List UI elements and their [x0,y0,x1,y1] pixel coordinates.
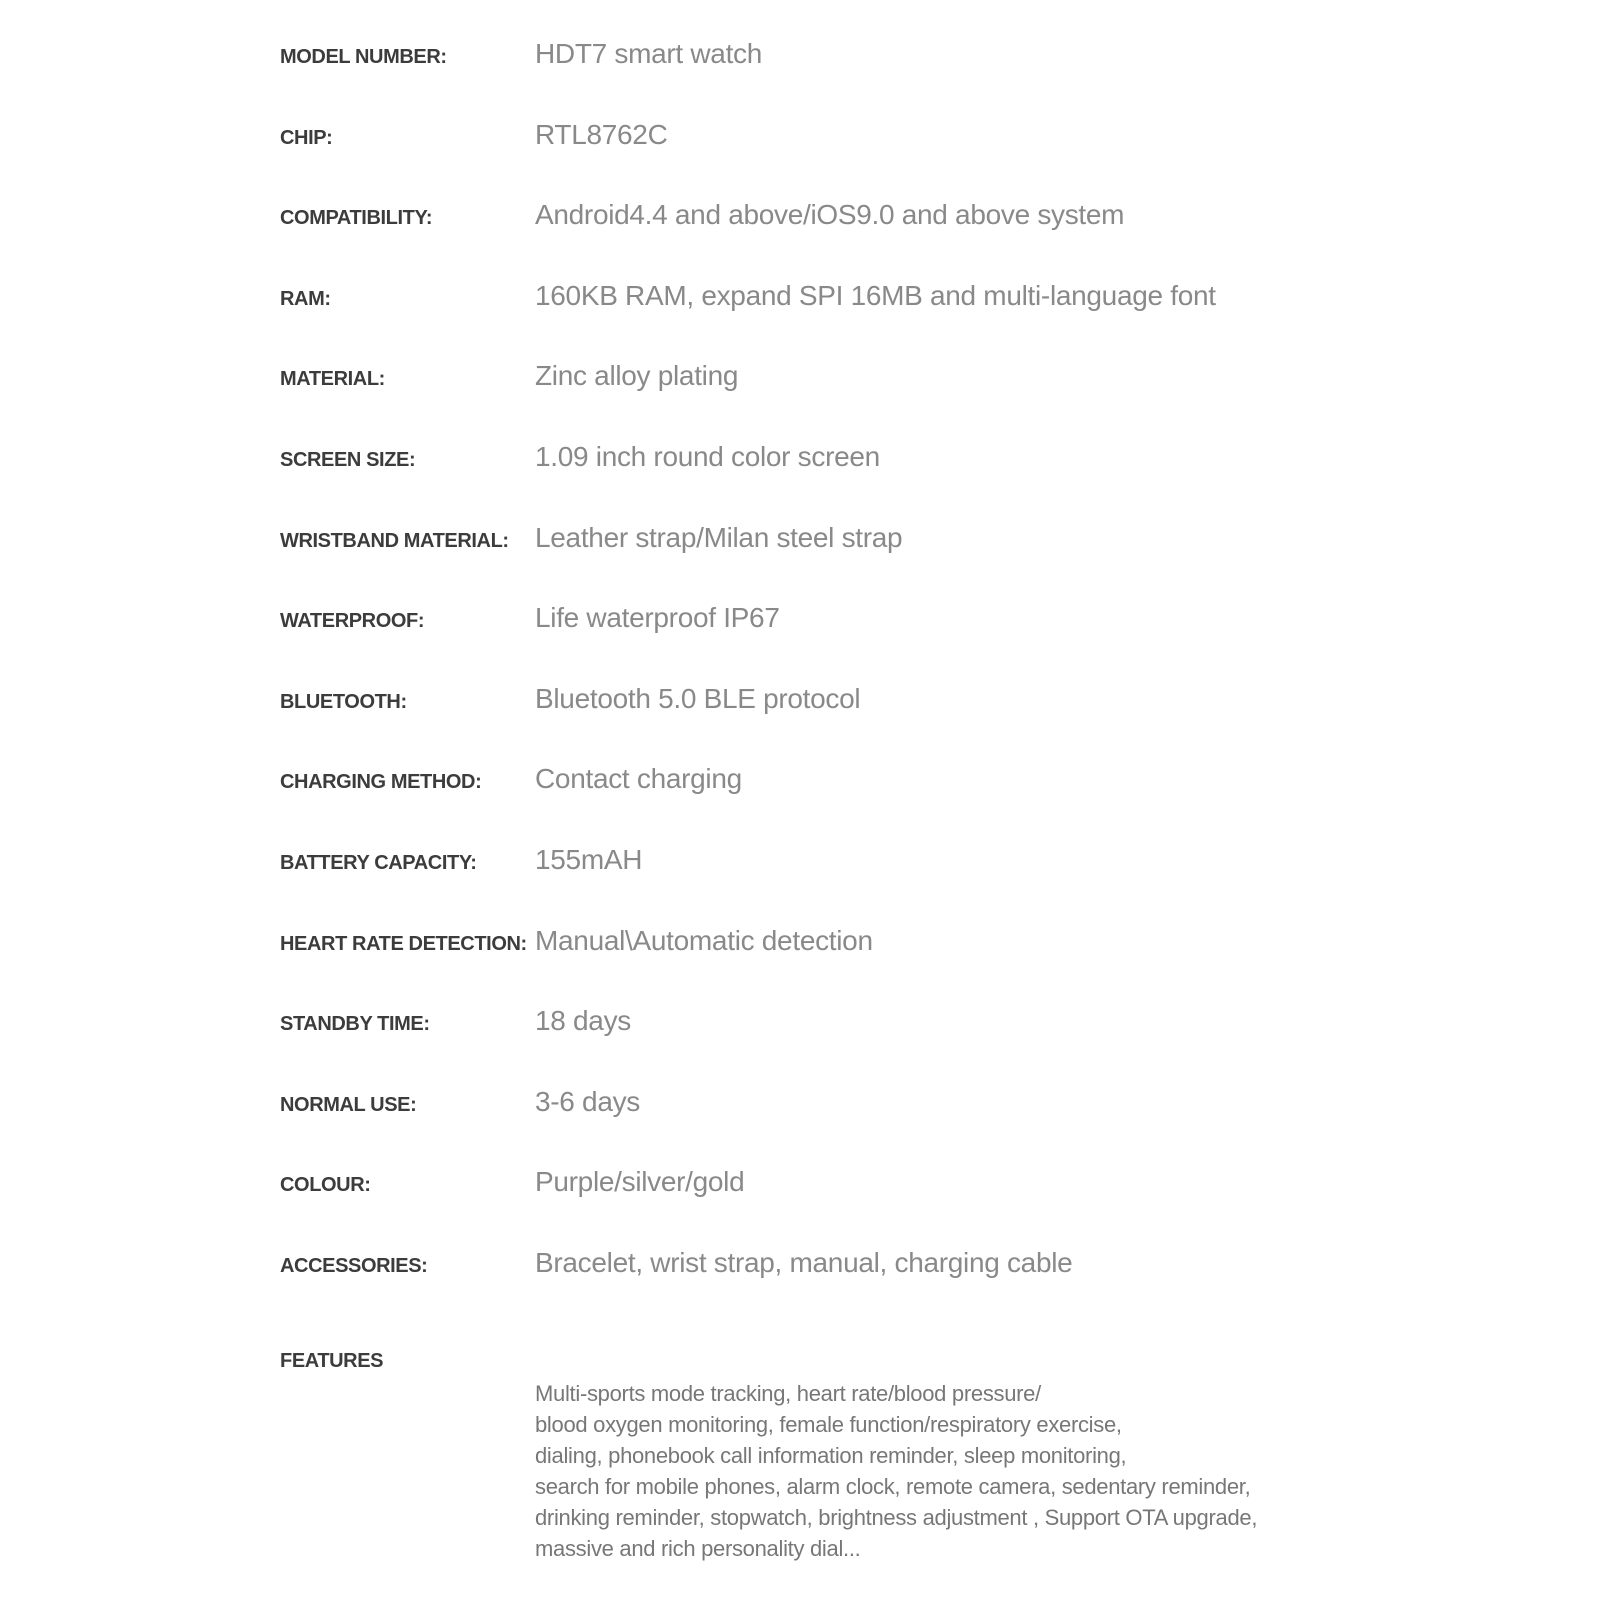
spec-label: HEART RATE DETECTION: [280,932,527,955]
spec-label: MATERIAL: [280,368,385,391]
features-line: search for mobile phones, alarm clock, remote camera, sedentary reminder, [535,1473,1251,1499]
spec-label: BLUETOOTH: [280,690,407,713]
spec-value: 18 days [535,1005,631,1037]
spec-label: COMPATIBILITY: [280,207,433,230]
spec-value: HDT7 smart watch [535,38,763,69]
spec-row-bluetooth [280,683,1540,764]
spec-row-normal-use [280,1086,1540,1167]
spec-value: Leather strap/Milan steel strap [535,521,903,553]
features-line: Multi-sports mode tracking, heart rate/blood pressure/ [535,1380,1041,1406]
spec-label: WATERPROOF: [280,610,425,633]
features-line: dialing, phonebook call information reminder, sleep monitoring, [535,1442,1127,1468]
spec-value: Manual\Automatic detection [535,924,873,956]
spec-row-features [280,1350,1540,1564]
spec-value: Purple/silver/gold [535,1166,745,1198]
spec-label: RAM: [280,287,331,310]
spec-row-wristband-material [280,522,1540,603]
spec-value: Android4.4 and above/iOS9.0 and above system [535,199,1125,231]
spec-value: Bluetooth 5.0 BLE protocol [535,682,861,714]
spec-row-battery-capacity [280,844,1540,925]
features-line: massive and rich personality dial... [535,1535,861,1561]
spec-row-charging-method [280,763,1540,844]
spec-value: 3-6 days [535,1085,640,1117]
spec-label: CHIP: [280,126,333,149]
features-text [535,1378,1257,1564]
spec-value: 155mAH [535,843,643,875]
spec-row-chip [280,119,1540,200]
spec-table [280,38,1540,1564]
spec-label: BATTERY CAPACITY: [280,851,477,874]
spec-label: SCREEN SIZE: [280,448,416,471]
spec-value: 160KB RAM, expand SPI 16MB and multi-language font [535,279,1216,311]
spec-row-screen-size [280,441,1540,522]
spec-value: RTL8762C [535,118,668,150]
spec-value: Zinc alloy plating [535,360,739,392]
spec-row-ram [280,280,1540,361]
spec-label: NORMAL USE: [280,1093,417,1116]
spec-label: MODEL NUMBER: [280,46,447,68]
spec-value: Bracelet, wrist strap, manual, charging cable [535,1246,1073,1278]
features-line: drinking reminder, stopwatch, brightness adjustment , Support OTA upgrade, [535,1504,1258,1530]
features-line: blood oxygen monitoring, female function/respiratory exercise, [535,1411,1122,1437]
spec-row-compatibility [280,199,1540,280]
spec-label: COLOUR: [280,1174,371,1197]
spec-label: STANDBY TIME: [280,1013,430,1036]
spec-row-standby-time [280,1005,1540,1086]
spec-value: 1.09 inch round color screen [535,440,880,472]
spec-row-accessories [280,1247,1540,1328]
spec-row-colour [280,1166,1540,1247]
spec-value: Life waterproof IP67 [535,602,780,634]
spec-label: CHARGING METHOD: [280,771,482,794]
spec-label: ACCESSORIES: [280,1254,428,1277]
features-label: FEATURES [280,1349,384,1372]
spec-value: Contact charging [535,763,742,795]
spec-row-model-number [280,38,1540,119]
spec-row-waterproof [280,602,1540,683]
spec-row-material [280,360,1540,441]
spec-row-heart-rate-detection [280,925,1540,1006]
spec-label: WRISTBAND MATERIAL: [280,529,509,552]
